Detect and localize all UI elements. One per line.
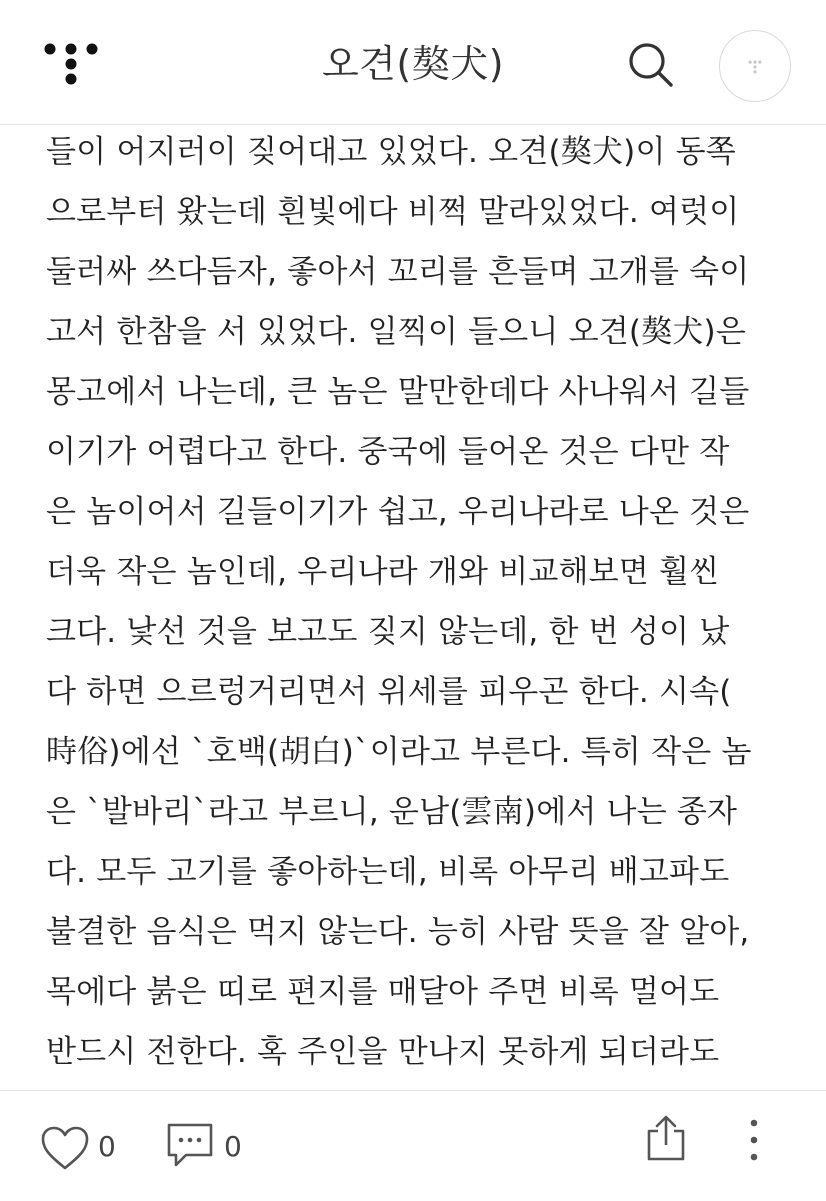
more-vertical-icon[interactable] <box>744 1115 764 1165</box>
article-line: 고서 한참을 서 있었다. 일찍이 들으니 오견(獒犬)은 <box>46 314 746 350</box>
article-line: 둘러싸 쓰다듬자, 좋아서 꼬리를 흔들며 고개를 숙이 <box>46 254 750 290</box>
article-line: 더욱 작은 놈인데, 우리나라 개와 비교해보면 훨씬 <box>46 554 720 590</box>
article-line: 다. 모두 고기를 좋아하는데, 비록 아무리 배고파도 <box>46 854 730 890</box>
menu-button[interactable] <box>719 30 791 102</box>
article-line: 불결한 음식은 먹지 않는다. 능히 사람 뜻을 잘 알아, <box>46 914 750 950</box>
bottom-action-bar <box>0 1090 826 1201</box>
heart-icon[interactable] <box>40 1125 90 1171</box>
like-count: 0 <box>98 1130 116 1163</box>
article-line: 은 `발바리`라고 부르니, 운남(雲南)에서 나는 종자 <box>46 794 738 830</box>
dots-menu-icon <box>720 31 790 101</box>
article-line: 時俗)에선 `호백(胡白)`이라고 부른다. 특히 작은 놈 <box>46 734 752 770</box>
search-icon[interactable] <box>624 38 678 92</box>
comment-icon[interactable] <box>164 1121 216 1171</box>
article-line: 다 하면 으르렁거리면서 위세를 피우곤 한다. 시속( <box>46 674 732 710</box>
article-line: 목에다 붉은 띠로 편지를 매달아 주면 비록 멀어도 <box>46 974 720 1010</box>
comment-count: 0 <box>224 1130 242 1163</box>
article-body <box>0 124 826 1090</box>
article-line: 들이 어지러이 짖어대고 있었다. 오견(獒犬)이 동쪽 <box>46 134 736 170</box>
article-line: 으로부터 왔는데 흰빛에다 비쩍 말라있었다. 여럿이 <box>46 194 740 230</box>
article-line: 반드시 전한다. 혹 주인을 만나지 못하게 되더라도 <box>46 1034 720 1070</box>
article-line: 이기가 어렵다고 한다. 중국에 들어온 것은 다만 작 <box>46 434 730 470</box>
page-title: 오견(獒犬) <box>321 42 505 86</box>
article-line: 은 놈이어서 길들이기가 쉽고, 우리나라로 나온 것은 <box>46 494 750 530</box>
article-line: 몽고에서 나는데, 큰 놈은 말만한데다 사나워서 길들 <box>46 374 750 410</box>
article-line: 크다. 낯선 것을 보고도 짖지 않는데, 한 번 성이 났 <box>46 614 730 650</box>
share-icon[interactable] <box>644 1113 688 1163</box>
app-header <box>0 0 826 125</box>
